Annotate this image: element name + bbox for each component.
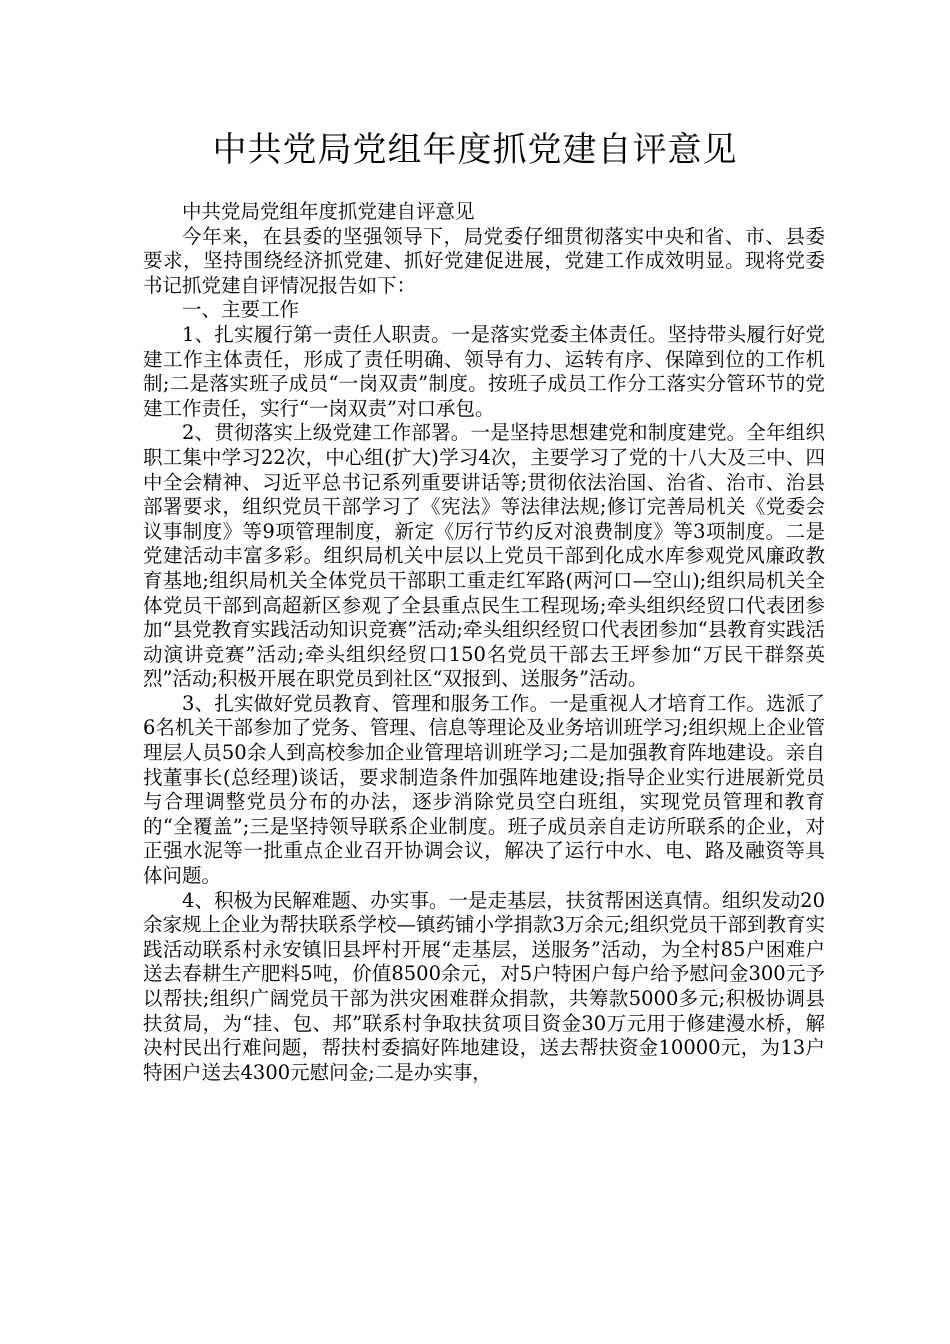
body-paragraph: 1、扎实履行第一责任人职责。一是落实党委主体责任。坚持带头履行好党建工作主体责任，形成了责任明确、领导有力、运转有序、保障到位的工作机制;二是落实班子成员“一岗双责”制度。按班子成员工作分工落实分管环节的党建工作责任，实行“一岗双责”对口承包。 xyxy=(143,322,825,420)
body-paragraph: 今年来，在县委的坚强领导下，局党委仔细贯彻落实中央和省、市、县委要求，坚持围绕经济抓党建、抓好党建促进展，党建工作成效明显。现将党委书记抓党建自评情况报告如下： xyxy=(143,224,825,297)
body-paragraph: 4、积极为民解难题、办实事。一是走基层，扶贫帮困送真情。组织发动20余家规上企业为帮扶联系学校—镇药铺小学捐款3万余元;组织党员干部到教育实践活动联系村永安镇旧县坪村开展“走基层，送服务”活动，为全村85户困难户送去春耕生产肥料5吨，价值8500余元，对5户特困户每户给予慰问金300元予以帮扶;组织广阔党员干部为洪灾困难群众捐款，共筹款5000多元;积极协调县扶贫局，为“挂、包、邦”联系村争取扶贫项目资金30万元用于修建漫水桥，解决村民出行难问题，帮扶村委搞好阵地建设，送去帮扶资金10000元，为13户特困户送去4300元慰问金;二是办实事， xyxy=(143,888,825,1084)
document-body xyxy=(143,200,825,1085)
body-paragraph: 中共党局党组年度抓党建自评意见 xyxy=(182,200,475,223)
section-heading: 一、主要工作 xyxy=(182,298,300,322)
body-paragraph: 3、扎实做好党员教育、管理和服务工作。一是重视人才培育工作。选派了6名机关干部参加了党务、管理、信息等理论及业务培训班学习;组织规上企业管理层人员50余人到高校参加企业管理培训班学习;二是加强教育阵地建设。亲自找董事长(总经理)谈话，要求制造条件加强阵地建设;指导企业实行进展新党员与合理调整党员分布的办法，逐步消除党员空白班组，实现党员管理和教育的“全覆盖”;三是坚持领导联系企业制度。班子成员亲自走访所联系的企业，对正强水泥等一批重点企业召开协调会议，解决了运行中水、电、路及融资等具体问题。 xyxy=(143,691,825,888)
body-paragraph: 2、贯彻落实上级党建工作部署。一是坚持思想建党和制度建党。全年组织职工集中学习22次，中心组(扩大)学习4次，主要学习了党的十八大及三中、四中全会精神、习近平总书记系列重要讲话等;贯彻依法治国、治省、治市、治县部署要求，组织党员干部学习了《宪法》等法律法规;修订完善局机关《党委会议事制度》等9项管理制度，新定《厉行节约反对浪费制度》等3项制度。二是党建活动丰富多彩。组织局机关中层以上党员干部到化成水库参观党风廉政教育基地;组织局机关全体党员干部职工重走红军路(两河口—空山);组织局机关全体党员干部到高超新区参观了全县重点民生工程现场;牵头组织经贸口代表团参加“县党教育实践活动知识竞赛”活动;牵头组织经贸口代表团参加“县教育实践活动演讲竞赛”活动;牵头组织经贸口150名党员干部去王坪参加“万民干群祭英烈”活动;积极开展在职党员到社区“双报到、送服务”活动。 xyxy=(143,421,825,691)
document-title: 中共党局党组年度抓党建自评意见 xyxy=(212,130,738,170)
